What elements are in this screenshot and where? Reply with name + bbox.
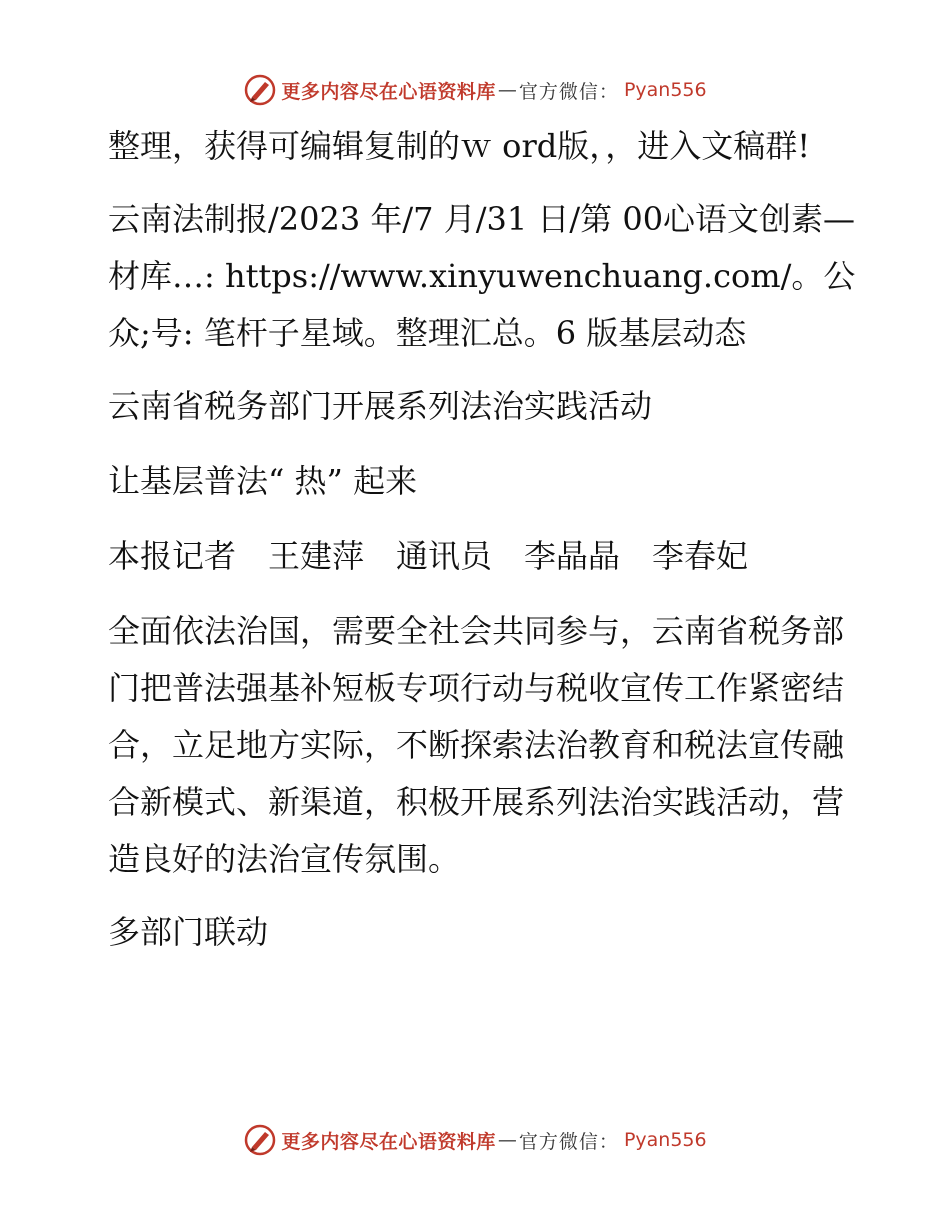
banner-dash: — xyxy=(497,79,517,101)
banner-colon: ： xyxy=(598,1130,618,1153)
banner-wechat-id: Pyan556 xyxy=(623,79,707,101)
banner-wechat-id: Pyan556 xyxy=(623,1129,707,1151)
body-paragraph: 全面依法治国，需要全社会共同参与，云南省税务部门把普法强基补短板专项行动与税收宣传工作紧密结合，立足地方实际，不断探索法治教育和税法宣传融合新模式、新渠道，积极开展系列法治实践活动，营造良好的法治宣传氛围。 xyxy=(108,612,845,878)
banner-subtitle: 官方微信 xyxy=(518,1130,599,1153)
article-title: 云南省税务部门开展系列法治实践活动 xyxy=(108,387,653,425)
banner-text: 更多内容尽在心语资料库 xyxy=(281,80,496,103)
banner-dash: — xyxy=(497,1129,517,1151)
source-paragraph: 云南法制报/2023 年/7 月/31 日/第 00心语文创素—材库…: https://www.xinyuwenchuang.com/。公众;号: 笔杆子星域。整理汇总。6 版基层动态 xyxy=(108,200,856,352)
banner-text: 更多内容尽在心语资料库 xyxy=(281,1130,496,1153)
section-heading: 多部门联动 xyxy=(108,913,269,951)
banner-subtitle: 官方微信 xyxy=(518,80,599,103)
document-body xyxy=(96,118,856,979)
article-subtitle: 让基层普法“ 热” 起来 xyxy=(108,462,418,500)
pen-circle-logo-icon xyxy=(243,73,277,107)
footer-banner xyxy=(0,1120,950,1160)
intro-paragraph: 整理，获得可编辑复制的ｗ ord版，，进入文稿群! xyxy=(108,127,811,165)
pen-circle-logo-icon xyxy=(243,1123,277,1157)
banner-colon: ： xyxy=(598,80,618,103)
header-banner xyxy=(0,70,950,110)
byline: 本报记者 王建萍 通讯员 李晶晶 李春妃 xyxy=(108,537,749,575)
